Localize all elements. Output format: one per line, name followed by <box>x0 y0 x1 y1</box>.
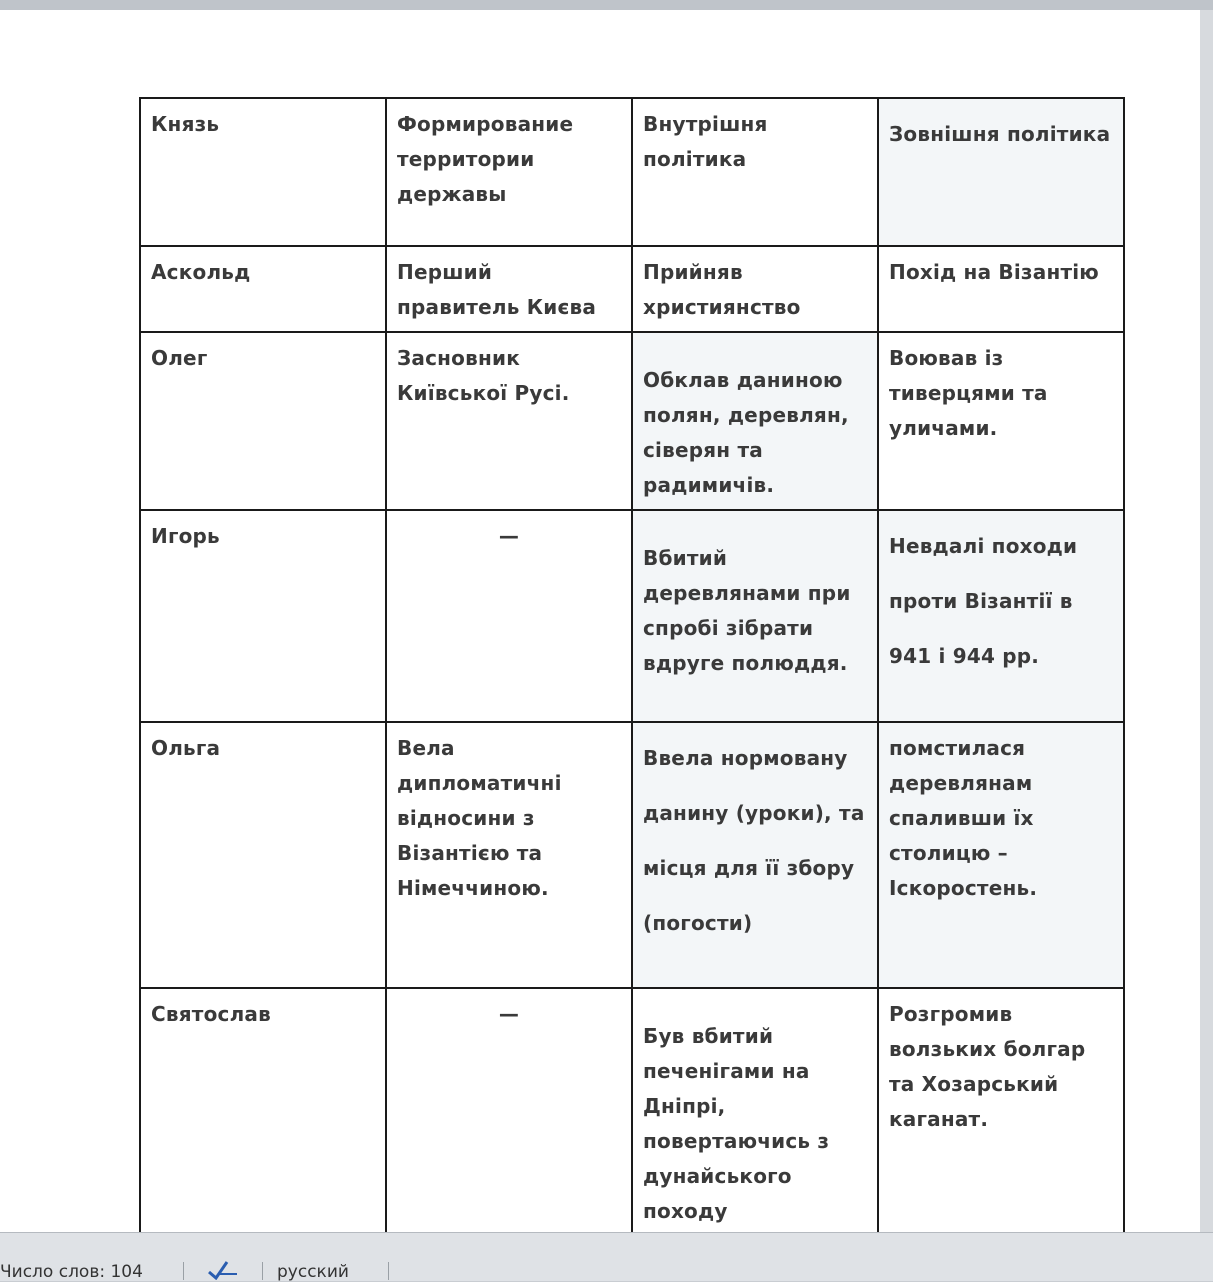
cell-territory[interactable]: Перший правитель Києва <box>386 246 632 332</box>
table-row <box>140 332 1124 510</box>
cell-territory[interactable]: — <box>386 988 632 1236</box>
cell-territory[interactable]: Засновник Київської Русі. <box>386 332 632 510</box>
header-cell-external[interactable]: Зовнішня політика <box>878 98 1124 246</box>
status-bar <box>0 1232 1213 1281</box>
language-indicator[interactable]: русский <box>277 1262 349 1282</box>
header-cell-territory[interactable]: Формирование территории державы <box>386 98 632 246</box>
cell-internal[interactable]: Вбитий деревлянами при спробі зібрати вдруге полюддя. <box>632 510 878 722</box>
table-row <box>140 246 1124 332</box>
status-divider <box>262 1262 263 1280</box>
cell-internal[interactable]: Був вбитий печенігами на Дніпрі, повертаючись з дунайського походу <box>632 988 878 1236</box>
cell-internal[interactable]: Обклав даниною полян, деревлян, сіверян та радимичів. <box>632 332 878 510</box>
spellcheck-icon[interactable] <box>205 1258 243 1280</box>
cell-external[interactable]: Невдалі походи проти Візантії в 941 і 944 рр. <box>878 510 1124 722</box>
table-row <box>140 510 1124 722</box>
cell-prince[interactable]: Святослав <box>140 988 386 1236</box>
cell-external[interactable]: Розгромив волзьких болгар та Хозарський каганат. <box>878 988 1124 1236</box>
window-top-border <box>0 0 1213 10</box>
table-row <box>140 988 1124 1236</box>
cell-territory[interactable]: Вела дипломатичні відносини з Візантією та Німеччиною. <box>386 722 632 988</box>
cell-external[interactable]: Похід на Візантію <box>878 246 1124 332</box>
cell-prince[interactable]: Ольга <box>140 722 386 988</box>
princes-table <box>139 97 1125 1237</box>
cell-prince[interactable]: Игорь <box>140 510 386 722</box>
cell-prince[interactable]: Олег <box>140 332 386 510</box>
status-divider <box>388 1262 389 1280</box>
cell-prince[interactable]: Аскольд <box>140 246 386 332</box>
word-count-indicator[interactable]: Число слов: 104 <box>0 1262 143 1282</box>
vertical-scrollbar[interactable] <box>1200 10 1213 1232</box>
header-cell-prince[interactable]: Князь <box>140 98 386 246</box>
status-divider <box>183 1262 184 1280</box>
cell-internal[interactable]: Ввела нормовану данину (уроки), та місця для її збору (погости) <box>632 722 878 988</box>
table-header-row <box>140 98 1124 246</box>
cell-territory[interactable]: — <box>386 510 632 722</box>
cell-internal[interactable]: Прийняв християнство <box>632 246 878 332</box>
cell-external[interactable]: помстилася деревлянам спаливши їх столицю – Іскоростень. <box>878 722 1124 988</box>
cell-external[interactable]: Воював із тиверцями та уличами. <box>878 332 1124 510</box>
table-row <box>140 722 1124 988</box>
header-cell-internal[interactable]: Внутрішня політика <box>632 98 878 246</box>
